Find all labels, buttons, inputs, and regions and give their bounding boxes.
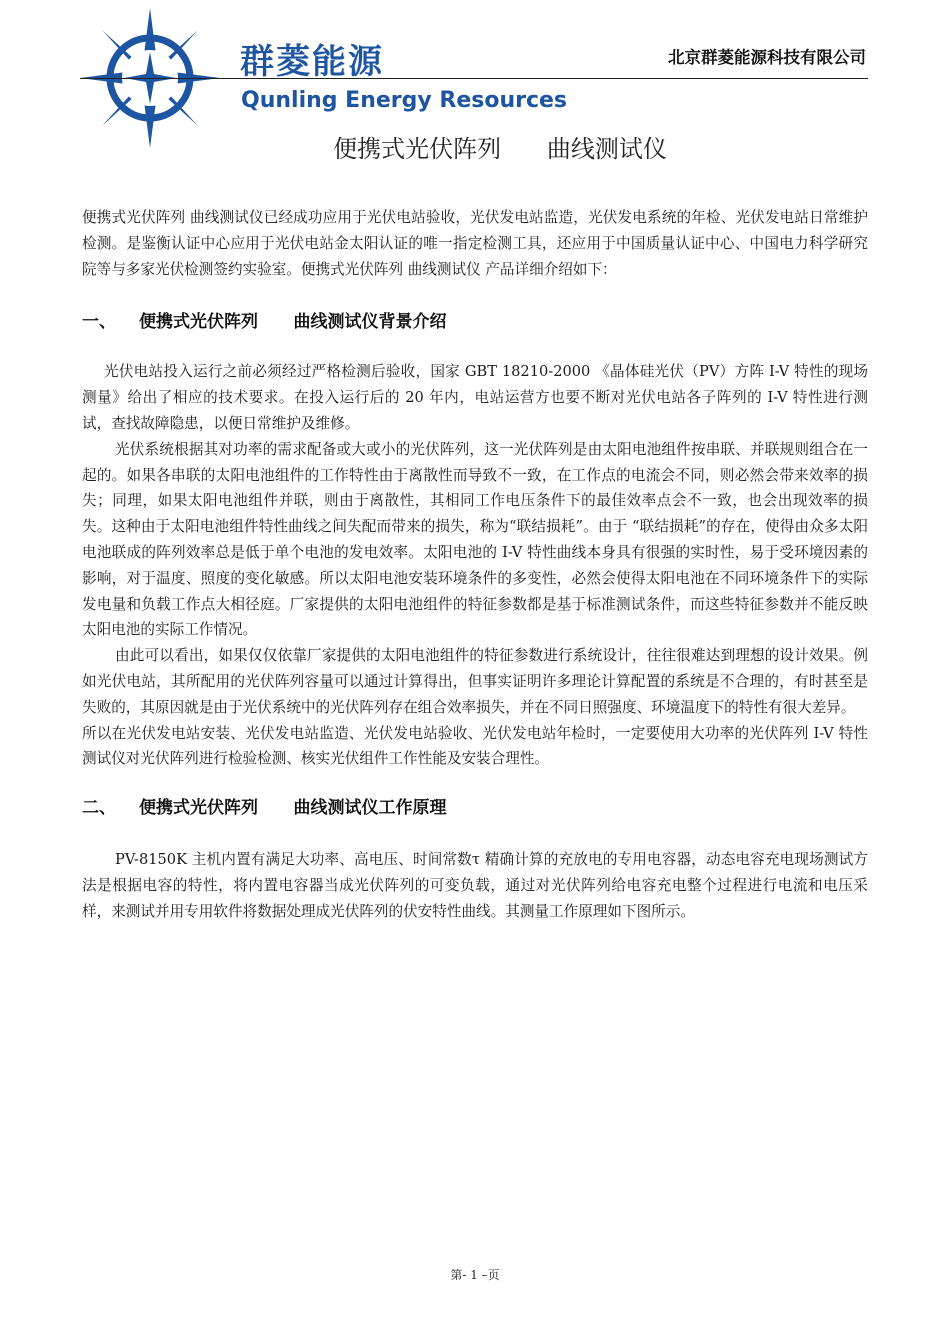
page-number: 第- 1 –页 — [450, 1268, 500, 1282]
section-1-paragraph: 由此可以看出，如果仅仅依靠厂家提供的太阳电池组件的特征参数进行系统设计，往往很难达到理想的设计效果。例如光伏电站，其所配用的光伏阵列容量可以通过计算得出，但事实证明许多理论计算配置的系统是不合理的，有时甚至是失败的，其原因就是由于光伏系统中的光伏阵列存在组合效率损失，并在不同日照强度、环境温度下的特性有很大差异。 — [82, 647, 868, 716]
section-1-paragraph: 光伏系统根据其对功率的需求配备或大或小的光伏阵列，这一光伏阵列是由太阳电池组件按串联、并联规则组合在一起的。如果各串联的太阳电池组件的工作特性由于离散性而导致不一致，在工作点的电流会不同，则必然会带来效率的损失；同理，如果太阳电池组件并联，则由于离散性，其相同工作电压条件下的最佳效率点会不一致，也会出现效率的损失。这种由于太阳电池组件特性曲线之间失配而带来的损失，称为“联结损耗”。由于 “联结损耗”的存在，使得由众多太阳电池联成的阵列效率总是低于单个电池的发电效率。太阳电池的 I-V 特性曲线本身具有很强的实时性，易于受环境因素的影响，对于温度、照度的变化敏感。所以太阳电池安装环境条件的多变性，必然会使得太阳电池在不同环境条件下的实际发电量和负载工作点大相径庭。厂家提供的太阳电池组件的特征参数都是基于标准测试条件，而这些特征参数并不能反映太阳电池的实际工作情况。 — [82, 440, 868, 639]
section-2-title: 便携式光伏阵列 曲线测试仪工作原理 — [139, 798, 447, 819]
document-title: 便携式光伏阵列 曲线测试仪 — [333, 135, 667, 163]
section-2-paragraph: PV-8150K 主机内置有满足大功率、高电压、时间常数τ 精确计算的充放电的专用电容器，动态电容充电现场测试方法是根据电容的特性，将内置电容器当成光伏阵列的可变负载，通过对光伏阵列给电容充电整个过程进行电流和电压采样，来测试并用专用软件将数据处理成光伏阵列的伏安特性曲线。其测量工作原理如下图所示。 — [82, 851, 868, 920]
intro-paragraph: 便携式光伏阵列 曲线测试仪已经成功应用于光伏电站验收，光伏发电站监造，光伏发电系统的年检、光伏发电站日常维护检测。是鉴衡认证中心应用于光伏电站金太阳认证的唯一指定检测工具，还应用于中国质量认证中心、中国电力科学研究院等与多家光伏检测签约实验室。便携式光伏阵列 曲线测试仪 产品详细介绍如下： — [82, 209, 868, 278]
section-1-title: 便携式光伏阵列 曲线测试仪背景介绍 — [139, 312, 447, 333]
brand-name-cn: 群菱能源 — [240, 42, 384, 82]
brand-name-en: Qunling Energy Resources — [241, 88, 568, 113]
section-2-heading — [82, 795, 868, 821]
section-1-number: 一、 — [82, 312, 116, 333]
section-1-paragraph: 光伏电站投入运行之前必须经过严格检测后验收，国家 GBT 18210-2000 《晶体硅光伏（PV）方阵 I-V 特性的现场测量》给出了相应的技术要求。在投入运行后的 20 年内，电站运营方也要不断对光伏电站各子阵列的 I-V 特性进行测试，查找故障隐患，以便日常维护及维修。 — [82, 363, 868, 432]
header-divider — [80, 78, 868, 79]
document-body — [82, 205, 868, 925]
company-name: 北京群菱能源科技有限公司 — [668, 48, 866, 67]
section-2-number: 二、 — [82, 798, 116, 819]
section-1-heading — [82, 309, 868, 335]
section-1-paragraph: 所以在光伏发电站安装、光伏发电站监造、光伏发电站验收、光伏发电站年检时，一定要使用大功率的光伏阵列 I-V 特性测试仪对光伏阵列进行检验检测、核实光伏组件工作性能及安装合理性。 — [82, 724, 868, 768]
